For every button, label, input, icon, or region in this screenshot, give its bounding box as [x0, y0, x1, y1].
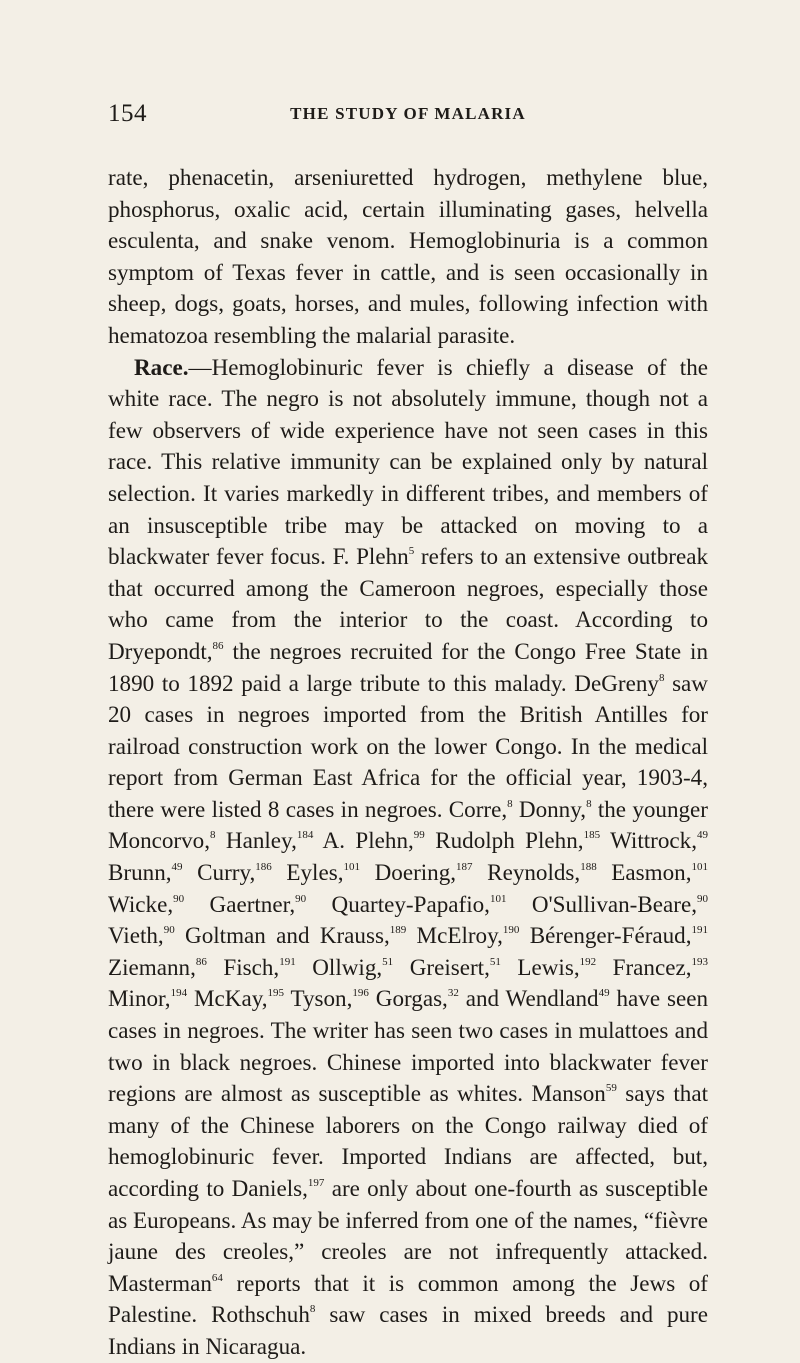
text-segment: Reynolds, — [472, 859, 581, 886]
citation-superscript: 197 — [307, 1177, 325, 1189]
body-text — [108, 162, 708, 1363]
citation-superscript: 8 — [658, 671, 665, 684]
running-head — [108, 100, 708, 134]
text-segment: saw 20 cases in negroes imported from the British Antilles for railroad construction work on the lower Congo. In the medical report from German East Africa for the official year, 1903-4, there were listed 8 cases in negroes. Corre, — [108, 669, 708, 822]
citation-superscript: 8 — [507, 797, 513, 810]
citation-superscript: 101 — [489, 892, 507, 905]
text-segment: Francez, — [596, 953, 692, 980]
page-number: 154 — [108, 100, 147, 127]
citation-superscript: 185 — [583, 829, 601, 842]
text-segment: Wittrock, — [600, 827, 697, 854]
citation-superscript: 90 — [696, 892, 708, 905]
citation-superscript: 187 — [456, 861, 473, 874]
citation-superscript: 188 — [580, 861, 597, 874]
text-segment: Brunn, — [108, 859, 172, 886]
citation-superscript: 90 — [173, 892, 185, 905]
text-segment: Vieth, — [108, 922, 164, 949]
citation-superscript: 191 — [279, 955, 296, 968]
text-segment: saw cases in mixed breeds and pure Indians in Nicaragua. — [108, 1301, 708, 1359]
text-segment: Bérenger-Féraud, — [519, 922, 692, 949]
citation-superscript: 184 — [296, 829, 314, 842]
citation-superscript: 191 — [691, 924, 708, 937]
text-segment: Minor, — [108, 985, 171, 1012]
citation-superscript: 32 — [447, 987, 459, 1000]
citation-superscript: 86 — [195, 955, 207, 968]
text-segment: Gaertner, — [184, 890, 296, 917]
citation-superscript: 196 — [352, 987, 369, 1000]
text-segment: Rudolph Plehn, — [424, 827, 584, 854]
running-title: THE STUDY OF MALARIA — [290, 104, 526, 123]
text-segment: —Hemoglobinuric fever is chiefly a disease of the white race. The negro is not absolutely immune, though not a few observers of wide experience have not seen cases in this race. This relative immunity can be explained only by natural selection. It varies markedly in different tribes, and members of an insusceptible tribe may be attacked on moving to a blackwater fever focus. F. Plehn — [108, 353, 708, 570]
citation-superscript: 190 — [502, 924, 520, 937]
text-segment: the negroes recruited for the Congo Free State in 1890 to 1892 paid a large tribute to this malady. DeGreny — [108, 637, 708, 696]
text-segment: A. Plehn, — [313, 827, 414, 854]
text-segment: Eyles, — [271, 859, 344, 886]
citation-superscript: 193 — [691, 955, 708, 968]
text-segment: McElroy, — [406, 922, 503, 949]
citation-superscript: 64 — [211, 1271, 223, 1284]
text-segment: Wicke, — [108, 890, 174, 917]
citation-superscript: 101 — [343, 861, 360, 874]
citation-superscript: 59 — [605, 1082, 617, 1095]
text-segment: are only about one-fourth as susceptible as Europeans. As may be inferred from one of the names, “fièvre jaune des creoles,” creoles are not infrequently attacked. Masterman — [108, 1175, 708, 1296]
text-segment: Lewis, — [500, 953, 580, 980]
text-segment: McKay, — [187, 985, 268, 1012]
citation-superscript: 186 — [255, 861, 272, 874]
citation-superscript: 101 — [691, 861, 708, 874]
text-segment: have seen cases in negroes. The writer has seen two cases in mulattoes and two in black negroes. Chinese imported into blackwater fever regions are almost as susceptible as whites. Manson — [108, 985, 708, 1107]
text-segment: Ollwig, — [295, 953, 383, 980]
paragraph-race — [108, 352, 708, 1363]
text-segment: Greisert, — [393, 953, 490, 980]
text-segment: Fisch, — [206, 953, 280, 980]
citation-superscript: 8 — [586, 797, 592, 810]
citation-superscript: 8 — [209, 829, 216, 842]
citation-superscript: 49 — [598, 987, 610, 1000]
citation-superscript: 194 — [170, 987, 188, 1000]
citation-superscript: 90 — [163, 924, 175, 937]
paragraph-1: rate, phenacetin, arseniuretted hydrogen, methylene blue, phosphorus, oxalic acid, certain illuminating gases, helvella esculenta, and snake venom. Hemoglobinuria is a common symptom of Texas fever in cattle, and is seen occasionally in sheep, dogs, goats, horses, and mules, following infection with hematozoa resembling the malarial parasite. — [108, 164, 708, 348]
text-segment: Donny, — [512, 795, 587, 822]
text-segment: refers to an extensive outbreak that occurred among the Cameroon negroes, especially those who came from the interior to the coast. According to Dryepondt, — [108, 543, 708, 664]
citation-superscript: 5 — [408, 545, 415, 558]
text-segment: Tyson, — [284, 985, 353, 1012]
text-segment: O'Sullivan-Beare, — [506, 890, 697, 917]
citation-superscript: 189 — [389, 924, 407, 937]
citation-superscript: 86 — [212, 639, 224, 652]
race-paragraph-text — [108, 354, 708, 1359]
citation-superscript: 49 — [171, 861, 183, 874]
text-segment: reports that it is common among the Jews of Palestine. Rothschuh — [108, 1269, 708, 1328]
text-segment: Hanley, — [215, 827, 297, 854]
citation-superscript: 195 — [267, 987, 285, 1000]
text-segment: Gorgas, — [368, 985, 448, 1012]
text-segment: Doering, — [359, 859, 457, 886]
text-segment: the younger Moncorvo, — [108, 795, 708, 854]
text-segment: Goltman and Krauss, — [174, 922, 390, 949]
text-segment: Ziemann, — [108, 953, 196, 980]
citation-superscript: 51 — [382, 955, 394, 968]
run-in-heading: Race. — [134, 353, 189, 380]
citation-superscript: 90 — [295, 892, 307, 905]
citation-superscript: 99 — [413, 829, 425, 842]
citation-superscript: 8 — [309, 1303, 316, 1316]
citation-superscript: 51 — [489, 955, 501, 968]
citation-superscript: 192 — [579, 955, 597, 968]
citation-superscript: 49 — [697, 829, 708, 842]
text-segment: Easmon, — [596, 859, 692, 886]
text-segment: and Wendland — [458, 985, 599, 1012]
text-segment: says that many of the Chinese laborers on the Congo railway died of hemoglobinuric fever. Imported Indians are affected, but, according to Daniels, — [108, 1080, 708, 1201]
text-segment: Curry, — [182, 859, 256, 886]
text-segment: Quartey-Papafio, — [306, 890, 490, 917]
